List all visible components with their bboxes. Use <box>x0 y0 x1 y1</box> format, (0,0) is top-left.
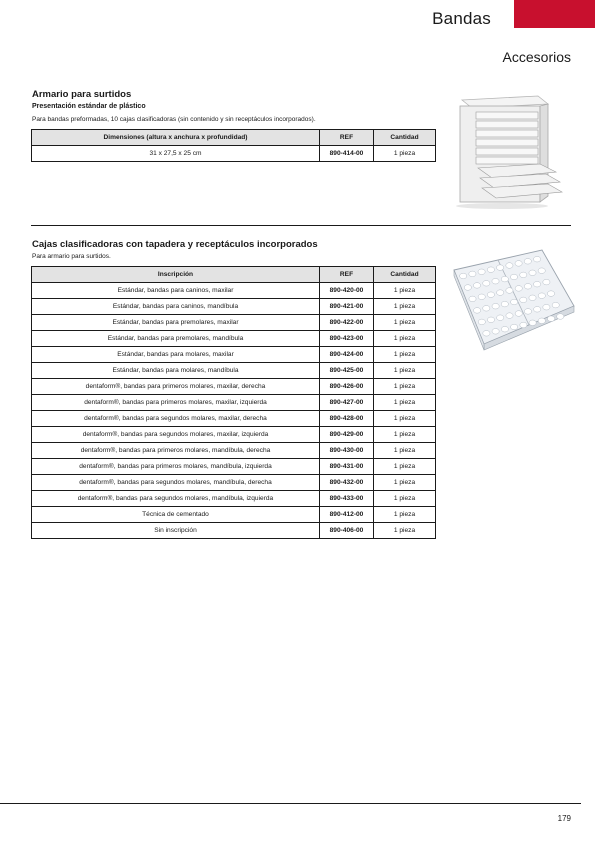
receptacle-cell <box>515 311 522 317</box>
receptacle-cell <box>483 331 490 337</box>
ref-cell: 890-432-00 <box>320 475 374 491</box>
inscription-cell: dentaform®, bandas para segundos molares, maxilar, derecha <box>32 411 320 427</box>
receptacle-cell <box>534 307 541 313</box>
receptacle-cell <box>538 268 545 274</box>
ref-cell: 890-430-00 <box>320 443 374 459</box>
ref-cell: 890-431-00 <box>320 459 374 475</box>
quantity-cell: 1 pieza <box>374 363 436 379</box>
quantity-cell: 1 pieza <box>374 507 436 523</box>
page-number: 179 <box>557 814 571 823</box>
inscription-cell: Estándar, bandas para premolares, maxilar <box>32 315 320 331</box>
quantity-cell: 1 pieza <box>374 347 436 363</box>
quantity-cell: 1 pieza <box>374 299 436 315</box>
table-row <box>32 443 436 459</box>
receptacle-cell <box>483 281 490 287</box>
ref-cell: 890-426-00 <box>320 379 374 395</box>
inscription-cell: dentaform®, bandas para segundos molares, mandíbula, derecha <box>32 475 320 491</box>
receptacle-cell <box>487 317 494 323</box>
receptacle-cell <box>497 265 504 271</box>
inscription-cell: dentaform®, bandas para primeros molares, maxilar, derecha <box>32 379 320 395</box>
receptacle-cell <box>497 315 504 321</box>
product-title-boxes: Cajas clasificadoras con tapadera y receptáculos incorporados <box>32 239 318 250</box>
receptacle-cell <box>473 283 480 289</box>
receptacle-cell <box>515 286 522 292</box>
sorting-box-product-image <box>448 246 578 358</box>
quantity-cell: 1 pieza <box>374 315 436 331</box>
inscription-cell: dentaform®, bandas para primeros molares, mandíbula, izquierda <box>32 459 320 475</box>
table-header-row <box>32 130 436 146</box>
receptacle-cell <box>460 273 467 279</box>
quantity-cell: 1 pieza <box>374 411 436 427</box>
receptacle-cell <box>487 292 494 298</box>
table-row <box>32 459 436 475</box>
inscription-cell: Estándar, bandas para caninos, mandíbula <box>32 299 320 315</box>
receptacle-cell <box>543 279 550 285</box>
inscription-cell: Técnica de cementado <box>32 507 320 523</box>
ref-cell: 890-412-00 <box>320 507 374 523</box>
table-row <box>32 347 436 363</box>
table-row <box>32 379 436 395</box>
footer-rule <box>0 803 581 804</box>
ref-cell: 890-421-00 <box>320 299 374 315</box>
cabinet-spec-table <box>31 129 436 162</box>
receptacle-cell <box>534 281 541 287</box>
quantity-cell: 1 pieza <box>374 427 436 443</box>
receptacle-cell <box>538 318 545 324</box>
receptacle-cell <box>501 326 508 332</box>
receptacle-cell <box>529 270 536 276</box>
ref-cell: 890-406-00 <box>320 523 374 539</box>
column-header-inscription: Inscripción <box>32 267 320 283</box>
product-description-cabinet: Para bandas preformadas, 10 cajas clasificadoras (sin contenido y sin receptáculos incorporados). <box>32 116 316 123</box>
receptacle-cell <box>478 294 485 300</box>
inscription-cell: Estándar, bandas para molares, maxilar <box>32 347 320 363</box>
table-row <box>32 146 436 162</box>
receptacle-cell <box>538 293 545 299</box>
table-row <box>32 507 436 523</box>
receptacle-cell <box>492 278 499 284</box>
inscription-cell: Sin inscripción <box>32 523 320 539</box>
column-header-quantity: Cantidad <box>374 130 436 146</box>
inscription-cell: Estándar, bandas para molares, mandíbula <box>32 363 320 379</box>
quantity-cell: 1 pieza <box>374 146 436 162</box>
table-header-row <box>32 267 436 283</box>
receptacle-cell <box>557 314 564 320</box>
quantity-cell: 1 pieza <box>374 459 436 475</box>
receptacle-cell <box>492 303 499 309</box>
quantity-cell: 1 pieza <box>374 475 436 491</box>
ref-cell: 890-423-00 <box>320 331 374 347</box>
ref-cell: 890-414-00 <box>320 146 374 162</box>
inscription-cell: Estándar, bandas para caninos, maxilar <box>32 283 320 299</box>
section-divider <box>31 225 571 226</box>
chapter-title: Bandas <box>432 9 491 28</box>
ref-cell: 890-422-00 <box>320 315 374 331</box>
receptacle-cell <box>497 290 504 296</box>
table-row <box>32 411 436 427</box>
receptacle-cell <box>520 322 527 328</box>
cabinet-product-image <box>452 88 570 210</box>
receptacle-cell <box>524 309 531 315</box>
receptacle-cell <box>469 296 476 302</box>
column-header-ref: REF <box>320 130 374 146</box>
product-title-cabinet: Armario para surtidos <box>32 89 132 100</box>
table-row <box>32 395 436 411</box>
quantity-cell: 1 pieza <box>374 523 436 539</box>
chapter-color-tab <box>514 0 595 28</box>
quantity-cell: 1 pieza <box>374 331 436 347</box>
receptacle-cell <box>478 269 485 275</box>
receptacle-cell <box>510 274 517 280</box>
receptacle-cell <box>506 313 513 319</box>
table-row <box>32 299 436 315</box>
receptacle-cell <box>547 291 554 297</box>
receptacle-cell <box>474 308 481 314</box>
ref-cell: 890-428-00 <box>320 411 374 427</box>
inscription-cell: dentaform®, bandas para primeros molares, maxilar, izquierda <box>32 395 320 411</box>
inscription-cell: dentaform®, bandas para segundos molares, mandíbula, izquierda <box>32 491 320 507</box>
receptacle-cell <box>524 259 531 265</box>
table-row <box>32 315 436 331</box>
column-header-dimensions: Dimensiones (altura x anchura x profundidad) <box>32 130 320 146</box>
table-row <box>32 475 436 491</box>
receptacle-cell <box>506 288 513 294</box>
table-row <box>32 491 436 507</box>
receptacle-cell <box>520 297 527 303</box>
inscription-cell: Estándar, bandas para premolares, mandíbula <box>32 331 320 347</box>
table-row <box>32 523 436 539</box>
receptacle-cell <box>469 271 476 277</box>
quantity-cell: 1 pieza <box>374 395 436 411</box>
receptacle-cell <box>501 276 508 282</box>
table-row <box>32 427 436 443</box>
section-title: Accesorios <box>502 49 571 65</box>
receptacle-cell <box>515 261 522 267</box>
receptacle-cell <box>506 263 513 269</box>
receptacle-cell <box>483 306 490 312</box>
receptacle-cell <box>552 302 559 308</box>
inscription-cell: dentaform®, bandas para segundos molares, maxilar, izquierda <box>32 427 320 443</box>
receptacle-cell <box>520 272 527 278</box>
receptacle-cell <box>487 267 494 273</box>
receptacle-cell <box>464 285 471 291</box>
receptacle-cell <box>524 284 531 290</box>
receptacle-cell <box>478 319 485 325</box>
receptacle-cell <box>548 316 555 322</box>
product-description-boxes: Para armario para surtidos. <box>32 253 111 260</box>
quantity-cell: 1 pieza <box>374 443 436 459</box>
table-row <box>32 363 436 379</box>
dimensions-cell: 31 x 27,5 x 25 cm <box>32 146 320 162</box>
product-subtitle-cabinet: Presentación estándar de plástico <box>32 103 146 110</box>
receptacle-cell <box>511 299 518 305</box>
receptacle-cell <box>511 324 518 330</box>
ref-cell: 890-420-00 <box>320 283 374 299</box>
quantity-cell: 1 pieza <box>374 491 436 507</box>
column-header-ref: REF <box>320 267 374 283</box>
table-row <box>32 283 436 299</box>
inscription-cell: dentaform®, bandas para primeros molares, mandíbula, derecha <box>32 443 320 459</box>
ref-cell: 890-433-00 <box>320 491 374 507</box>
column-header-quantity: Cantidad <box>374 267 436 283</box>
receptacle-cell <box>529 320 536 326</box>
ref-cell: 890-427-00 <box>320 395 374 411</box>
receptacle-cell <box>529 295 536 301</box>
receptacle-cell <box>534 256 541 262</box>
receptacle-cell <box>543 304 550 310</box>
quantity-cell: 1 pieza <box>374 379 436 395</box>
table-row <box>32 331 436 347</box>
ref-cell: 890-425-00 <box>320 363 374 379</box>
ref-cell: 890-429-00 <box>320 427 374 443</box>
receptacle-cell <box>492 329 499 335</box>
receptacle-cell <box>501 301 508 307</box>
quantity-cell: 1 pieza <box>374 283 436 299</box>
ref-cell: 890-424-00 <box>320 347 374 363</box>
boxes-spec-table <box>31 266 436 539</box>
